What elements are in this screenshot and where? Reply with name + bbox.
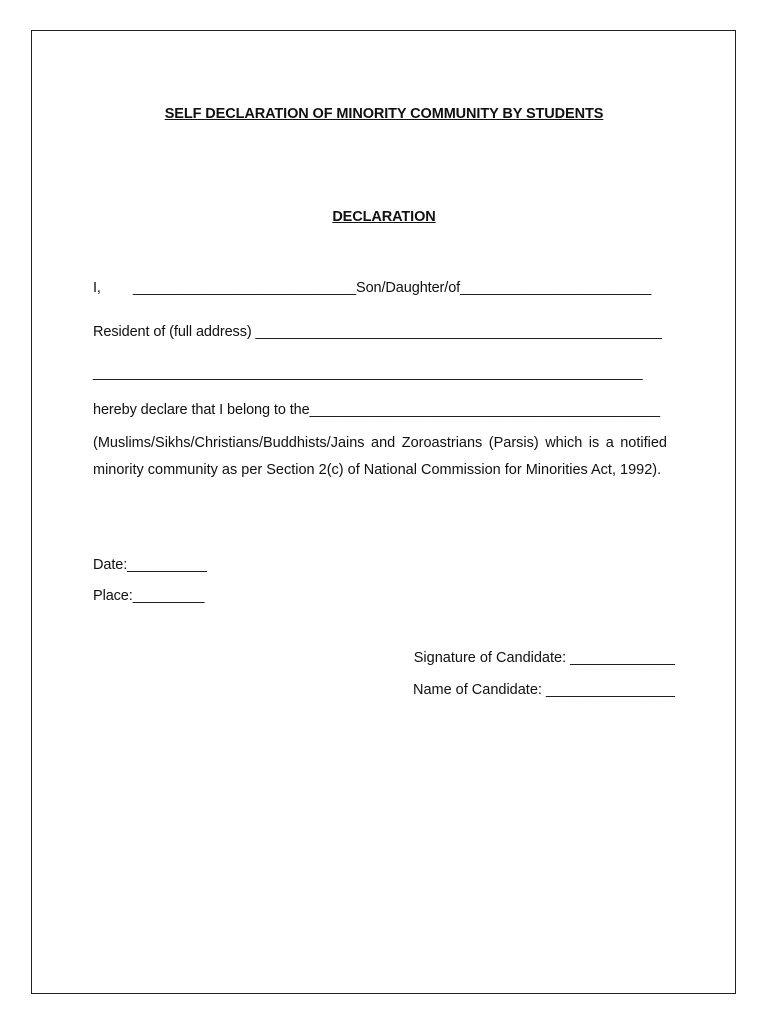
page-border [31,30,736,994]
document-title: SELF DECLARATION OF MINORITY COMMUNITY BY STUDENTS [164,106,604,122]
candidate-name-field: Name of Candidate: ________________ [412,682,675,698]
name-parent-line: ____________________________Son/Daughter/of________________________ [133,280,652,296]
address-line: Resident of (full address) ___________________________________________________ [93,324,662,340]
declaration-paragraph: (Muslims/Sikhs/Christians/Buddhists/Jains and Zoroastrians (Parsis) which is a notified minority community as per Section 2(c) of National Commission for Minorities Act, 1992). [93,435,667,478]
address-continuation-line: _____________________________________________________________________ [93,365,643,381]
declaration-heading: DECLARATION [332,209,436,225]
community-line: hereby declare that I belong to the____________________________________________ [93,402,660,418]
date-field: Date:__________ [93,557,207,573]
place-field: Place:_________ [93,588,205,604]
name-line-prefix: I, [93,280,101,296]
signature-field: Signature of Candidate: _____________ [413,650,675,666]
